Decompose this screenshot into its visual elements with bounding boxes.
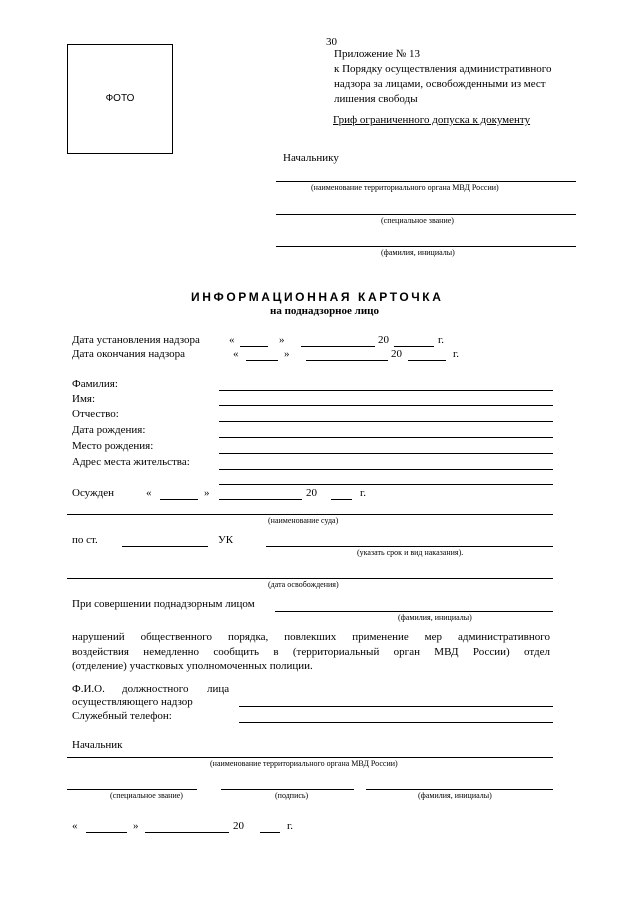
footer-month-field[interactable] (145, 832, 229, 833)
end-year-suffix: г. (453, 348, 460, 360)
footer-year-field[interactable] (260, 832, 280, 833)
appendix-text-3: лишения свободы (334, 93, 418, 105)
convicted-label: Осужден (72, 487, 115, 499)
court-name-hint: (наименование суда) (268, 516, 339, 525)
chief-org-field[interactable] (67, 757, 553, 758)
footer-year-prefix: 20 (233, 820, 244, 832)
convicted-quote-open: « (146, 487, 152, 499)
document-title: ИНФОРМАЦИОННАЯ КАРТОЧКА (191, 290, 444, 304)
end-quote-close: » (284, 348, 290, 360)
criminal-code-label: УК (218, 534, 234, 546)
end-year-prefix: 20 (391, 348, 402, 360)
surname-field[interactable] (219, 390, 553, 391)
chief-rank-hint: (специальное звание) (110, 791, 183, 800)
appendix-text-2: надзора за лицами, освобожденными из мест (334, 78, 546, 90)
start-month-field[interactable] (301, 346, 375, 347)
violation-lead: При совершении поднадзорным лицом (72, 598, 255, 610)
supervision-end-label: Дата окончания надзора (72, 348, 186, 360)
addressee-org-hint: (наименование территориального органа МВД России) (311, 183, 499, 192)
patronymic-label: Отчество: (72, 408, 119, 420)
convicted-year-prefix: 20 (306, 487, 317, 499)
address-field-1[interactable] (219, 469, 553, 470)
addressee-rank-hint: (специальное звание) (381, 216, 454, 225)
violation-text-1: нарушений общественного порядка, повлекших применение мер административного (72, 631, 550, 643)
officer-fio-label: Ф.И.О. (72, 683, 105, 695)
violation-text-2: воздействия немедленно сообщить в (территориальный орган МВД России) отдел (72, 646, 550, 658)
start-year-field[interactable] (394, 346, 434, 347)
officer-phone-field[interactable] (239, 722, 553, 723)
convicted-quote-close: » (204, 487, 210, 499)
violator-name-hint: (фамилия, инициалы) (398, 613, 472, 622)
officer-name-field[interactable] (239, 706, 553, 707)
release-date-hint: (дата освобождения) (268, 580, 339, 589)
court-name-field[interactable] (67, 514, 553, 515)
photo-placeholder (67, 44, 173, 154)
appendix-text-1: к Порядку осуществления административного (334, 63, 552, 75)
chief-label: Начальник (72, 739, 123, 751)
footer-quote-close: » (133, 820, 139, 832)
officer-word-official: должностного (122, 683, 189, 695)
convicted-year-suffix: г. (360, 487, 367, 499)
footer-quote-open: « (72, 820, 78, 832)
birth-date-label: Дата рождения: (72, 424, 146, 436)
chief-name-field[interactable] (366, 789, 553, 790)
release-date-field[interactable] (67, 578, 553, 579)
officer-phone-label: Служебный телефон: (72, 710, 172, 722)
start-year-prefix: 20 (378, 334, 389, 346)
surname-label: Фамилия: (72, 378, 118, 390)
supervision-start-label: Дата установления надзора (72, 334, 200, 346)
chief-signature-field[interactable] (221, 789, 354, 790)
chief-signature-hint: (подпись) (275, 791, 309, 800)
end-month-field[interactable] (306, 360, 388, 361)
birth-date-field[interactable] (219, 437, 553, 438)
end-day-field[interactable] (246, 360, 278, 361)
convicted-day-field[interactable] (160, 499, 198, 500)
address-label: Адрес места жительства: (72, 456, 190, 468)
start-year-suffix: г. (438, 334, 445, 346)
article-label: по ст. (72, 534, 98, 546)
chief-name-hint: (фамилия, инициалы) (418, 791, 492, 800)
address-field-2[interactable] (219, 484, 553, 485)
addressee-rank-line[interactable] (276, 214, 576, 215)
addressee-name-hint: (фамилия, инициалы) (381, 248, 455, 257)
birth-place-field[interactable] (219, 453, 553, 454)
end-quote-open: « (233, 348, 239, 360)
document-subtitle: на поднадзорное лицо (270, 305, 380, 317)
start-day-field[interactable] (240, 346, 268, 347)
page-number: 30 (326, 36, 337, 48)
convicted-year-field[interactable] (331, 499, 352, 500)
footer-year-suffix: г. (287, 820, 294, 832)
chief-org-hint: (наименование территориального органа МВД России) (210, 759, 398, 768)
appendix-number: Приложение № 13 (334, 48, 421, 60)
sentence-hint: (указать срок и вид наказания). (357, 548, 464, 557)
article-number-field[interactable] (122, 546, 208, 547)
sentence-field[interactable] (266, 546, 553, 547)
chief-rank-field[interactable] (67, 789, 197, 790)
name-label: Имя: (72, 393, 96, 405)
start-quote-open: « (229, 334, 235, 346)
officer-word-person: лица (207, 683, 230, 695)
addressee-label: Начальнику (283, 152, 339, 164)
violation-text-3: (отделение) участковых уполномоченных полиции. (72, 660, 313, 672)
end-year-field[interactable] (408, 360, 446, 361)
footer-day-field[interactable] (86, 832, 127, 833)
officer-role-label: осуществляющего надзор (72, 696, 193, 708)
violator-name-field[interactable] (275, 611, 553, 612)
addressee-org-line[interactable] (276, 181, 576, 182)
name-field[interactable] (219, 405, 553, 406)
birth-place-label: Место рождения: (72, 440, 154, 452)
start-quote-close: » (279, 334, 285, 346)
convicted-month-field[interactable] (219, 499, 302, 500)
patronymic-field[interactable] (219, 421, 553, 422)
addressee-name-line[interactable] (276, 246, 576, 247)
photo-label: ФОТО (105, 93, 135, 104)
classification-stamp: Гриф ограниченного допуска к документу (333, 114, 531, 126)
